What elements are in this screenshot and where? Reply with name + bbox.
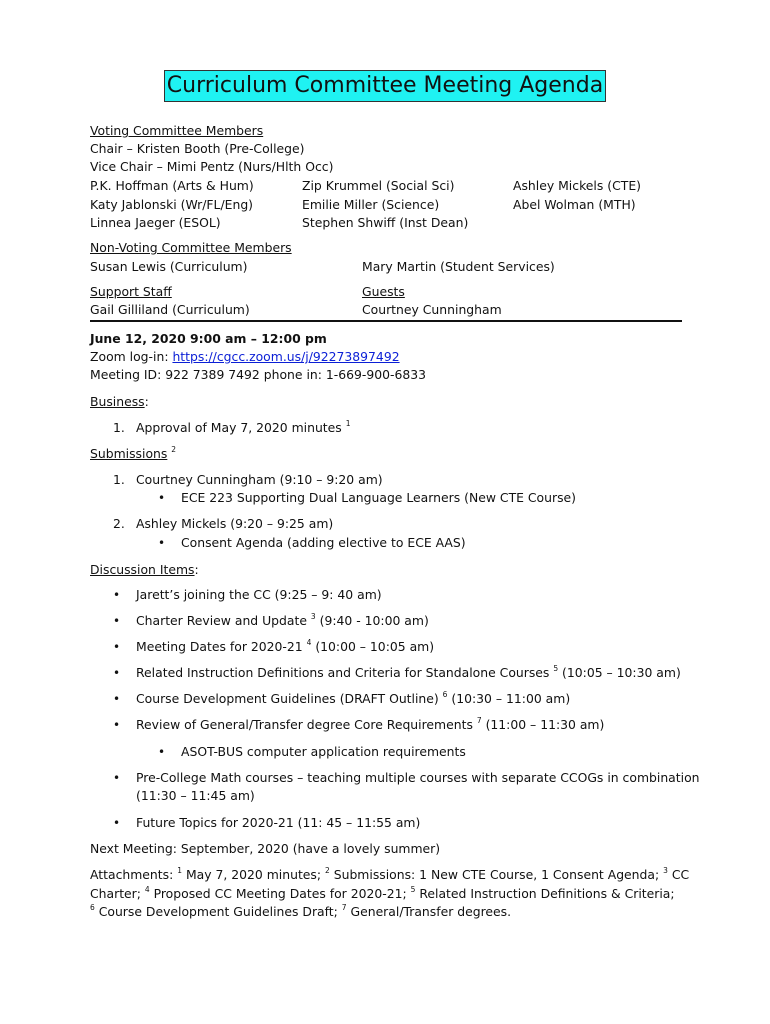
footnote-ref: 5 — [553, 664, 559, 673]
list-item: • Pre-College Math courses – teaching multiple courses with separate CCOGs in combination — [136, 769, 700, 787]
voting-chair: Chair – Kristen Booth (Pre-College) — [90, 141, 305, 156]
business-heading-line — [90, 393, 149, 411]
guest-member: Courtney Cunningham — [362, 302, 502, 317]
voting-member: Linnea Jaeger (ESOL) — [90, 215, 221, 230]
attachment-text: Related Instruction Definitions & Criteria; — [415, 886, 675, 901]
item-time: (9:40 - 10:00 am) — [315, 613, 429, 628]
list-item — [136, 664, 681, 682]
nonvoting-member: Susan Lewis (Curriculum) — [90, 259, 248, 274]
attachment-text: Course Development Guidelines Draft; — [94, 904, 342, 919]
item-time: (10:05 – 10:30 am) — [558, 665, 681, 680]
item-time: (10:00 – 10:05 am) — [311, 639, 435, 654]
attachment-text: Charter; — [90, 886, 145, 901]
page-title: Curriculum Committee Meeting Agenda — [164, 70, 606, 102]
attachments-line — [90, 866, 689, 884]
meeting-id: Meeting ID: 922 7389 7492 phone in: 1-669-900-6833 — [90, 367, 426, 382]
zoom-link[interactable]: https://cgcc.zoom.us/j/92273897492 — [172, 349, 400, 364]
zoom-line — [90, 348, 400, 366]
item-time: (11:00 – 11:30 am) — [481, 717, 605, 732]
list-sub-item: • Consent Agenda (adding elective to ECE AAS) — [181, 534, 466, 552]
footnote-ref: 7 — [341, 903, 347, 912]
footnote-ref: 2 — [325, 866, 330, 875]
guests-heading: Guests — [362, 284, 405, 299]
attachment-text: CC — [667, 867, 690, 882]
item-text: Meeting Dates for 2020-21 — [136, 639, 307, 654]
voting-member: Katy Jablonski (Wr/FL/Eng) — [90, 197, 254, 212]
voting-member: Stephen Shwiff (Inst Dean) — [302, 215, 469, 230]
footnote-ref: 4 — [144, 885, 150, 894]
item-text: Review of General/Transfer degree Core Requirements — [136, 717, 477, 732]
list-item — [136, 419, 350, 437]
voting-member: Zip Krummel (Social Sci) — [302, 178, 455, 193]
voting-heading: Voting Committee Members — [90, 123, 264, 138]
business-heading: Business — [90, 394, 145, 409]
list-sub-item: • ASOT-BUS computer application requirements — [181, 743, 466, 761]
attachment-text: May 7, 2020 minutes; — [182, 867, 325, 882]
nonvoting-heading: Non-Voting Committee Members — [90, 240, 292, 255]
footnote-ref: 2 — [171, 445, 177, 454]
footnote-ref: 4 — [306, 638, 312, 647]
footnote-ref: 3 — [663, 866, 668, 875]
submissions-heading: Submissions — [90, 446, 168, 461]
business-colon: : — [144, 394, 149, 409]
footnote-ref: 6 — [442, 690, 448, 699]
footnote-ref: 7 — [476, 716, 482, 725]
voting-vice-chair: Vice Chair – Mimi Pentz (Nurs/Hlth Occ) — [90, 159, 334, 174]
zoom-label: Zoom log-in: — [90, 349, 173, 364]
list-item — [136, 638, 434, 656]
footnote-ref: 6 — [90, 903, 95, 912]
list-item — [136, 716, 604, 734]
discussion-heading: Discussion Items — [90, 562, 195, 577]
footnote-ref: 3 — [310, 612, 316, 621]
attachments-line — [90, 903, 511, 921]
attachments-label: Attachments: — [90, 867, 178, 882]
attachment-text: Proposed CC Meeting Dates for 2020-21; — [149, 886, 411, 901]
voting-member: Abel Wolman (MTH) — [513, 197, 636, 212]
footnote-ref: 5 — [410, 885, 416, 894]
voting-member: P.K. Hoffman (Arts & Hum) — [90, 178, 254, 193]
list-number: 1. — [113, 420, 125, 435]
list-item: • Jarett’s joining the CC (9:25 – 9: 40 am) — [136, 586, 382, 604]
voting-member: Ashley Mickels (CTE) — [513, 178, 641, 193]
item-text: Charter Review and Update — [136, 613, 311, 628]
support-heading: Support Staff — [90, 284, 172, 299]
list-item: Ashley Mickels (9:20 – 9:25 am) — [136, 516, 334, 531]
attachment-text: General/Transfer degrees. — [346, 904, 512, 919]
business-item-text: Approval of May 7, 2020 minutes — [136, 420, 346, 435]
attachment-text: Submissions: 1 New CTE Course, 1 Consent Agenda; — [329, 867, 664, 882]
list-item — [136, 612, 429, 630]
meeting-datetime: June 12, 2020 9:00 am – 12:00 pm — [90, 331, 327, 346]
list-item — [136, 690, 570, 708]
list-number: 1. — [113, 472, 125, 487]
section-divider — [90, 320, 682, 322]
title-container — [0, 70, 770, 102]
item-text: Course Development Guidelines (DRAFT Outline) — [136, 691, 443, 706]
submissions-heading-line — [90, 445, 176, 463]
item-time: (10:30 – 11:00 am) — [447, 691, 571, 706]
support-member: Gail Gilliland (Curriculum) — [90, 302, 250, 317]
footnote-ref: 1 — [177, 866, 182, 875]
list-item-continuation: (11:30 – 11:45 am) — [136, 788, 255, 803]
list-item: Courtney Cunningham (9:10 – 9:20 am) — [136, 472, 383, 487]
nonvoting-member: Mary Martin (Student Services) — [362, 259, 555, 274]
discussion-heading-line — [90, 561, 199, 579]
voting-member: Emilie Miller (Science) — [302, 197, 440, 212]
list-item: • Future Topics for 2020-21 (11: 45 – 11:55 am) — [136, 814, 420, 832]
list-number: 2. — [113, 516, 125, 531]
next-meeting: Next Meeting: September, 2020 (have a lovely summer) — [90, 841, 441, 856]
attachments-line — [90, 885, 675, 903]
item-text: Related Instruction Definitions and Criteria for Standalone Courses — [136, 665, 554, 680]
footnote-ref: 1 — [345, 419, 351, 428]
list-sub-item: • ECE 223 Supporting Dual Language Learners (New CTE Course) — [181, 489, 576, 507]
discussion-colon: : — [194, 562, 199, 577]
